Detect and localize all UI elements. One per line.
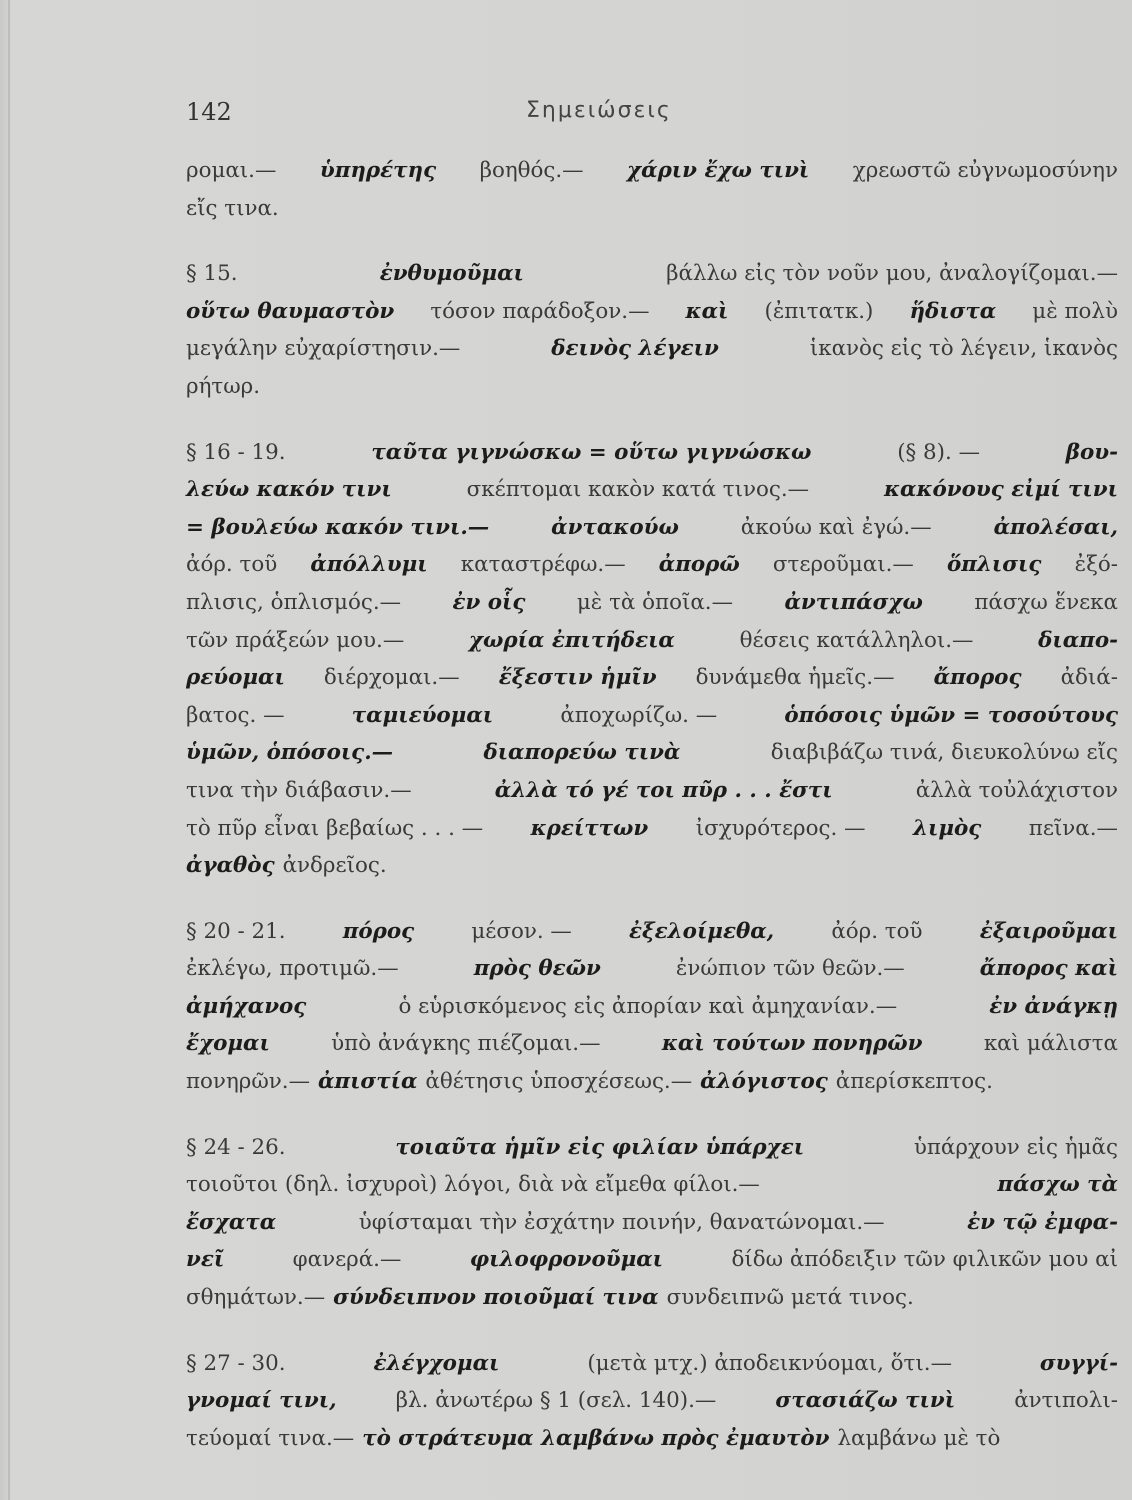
headword: ταμιεύομαι — [351, 702, 494, 728]
gloss-text: § 20 - 21. — [186, 918, 286, 944]
gloss-text: ἀντιπολι- — [1014, 1388, 1118, 1414]
headword: ἐν ἀνάγκῃ — [989, 993, 1118, 1019]
gloss-text: καταστρέφω.— — [460, 552, 626, 578]
headword: οὕτω θαυμαστὸν — [186, 298, 395, 324]
gloss-text: πάσχω ἕνεκα — [974, 589, 1118, 615]
text-line — [186, 509, 1118, 547]
gloss-text: βάλλω εἰς τὸν νοῦν μου, ἀναλογίζομαι.— — [666, 261, 1118, 287]
gloss-text: φανερά.— — [292, 1247, 402, 1273]
gloss-text: ὑφίσταμαι τὴν ἐσχάτην ποινήν, θανατώνομαι.— — [358, 1209, 885, 1235]
gloss-text: πονηρῶν.— — [186, 1069, 310, 1095]
headword: κακόνους εἰμί τινι — [884, 477, 1118, 503]
headword: χωρία ἐπιτήδεια — [468, 627, 675, 653]
headword: πόρος — [342, 918, 415, 944]
gloss-text: ἀκούω καὶ ἐγώ.— — [740, 514, 932, 540]
headword: στασιάζω τινὶ — [775, 1388, 956, 1414]
gloss-text: τινα τὴν διάβασιν.— — [186, 777, 412, 803]
gloss-text: § 27 - 30. — [186, 1350, 286, 1376]
headword: βου- — [1065, 439, 1118, 465]
gloss-text: μέσον. — — [471, 918, 572, 944]
headword: ταῦτα γιγνώσκω = οὕτω γιγνώσκω — [371, 439, 812, 465]
gloss-text: ἐξό- — [1074, 552, 1118, 578]
page-number: 142 — [186, 98, 232, 126]
gloss-text: τεύομαί τινα.— — [186, 1425, 355, 1451]
text-line — [186, 772, 1118, 810]
gloss-text: σκέπτομαι κακὸν κατά τινος.— — [466, 477, 810, 503]
gloss-text: στεροῦμαι.— — [772, 552, 914, 578]
headword: ἀλλὰ τό γέ τοι πῦρ . . . ἔστι — [494, 777, 833, 803]
text-line — [186, 471, 1118, 509]
gloss-text: § 16 - 19. — [186, 439, 286, 465]
text-line — [186, 1420, 1118, 1458]
gloss-text: ἰσχυρότερος. — — [695, 815, 866, 841]
gloss-text: ἀδιά- — [1060, 665, 1118, 691]
headword: ἔξεστιν ἡμῖν — [498, 665, 657, 691]
text-line — [186, 368, 1118, 406]
gloss-text: τοιοῦτοι (δηλ. ἰσχυροὶ) λόγοι, διὰ νὰ εἴμεθα φίλοι.— — [186, 1172, 760, 1198]
text-line — [186, 1382, 1118, 1420]
headword: ὑμῶν, ὁπόσοις.— — [186, 740, 394, 766]
page-header — [186, 98, 1116, 132]
gloss-text: ἐκλέγω, προτιμῶ.— — [186, 956, 399, 982]
gloss-text: ἀπερίσκεπτος. — [835, 1069, 993, 1095]
gloss-text: καὶ μάλιστα — [983, 1031, 1118, 1057]
headword: διαπορεύω τινὰ — [483, 740, 681, 766]
headword: δεινὸς λέγειν — [551, 336, 719, 362]
text-line — [186, 697, 1118, 735]
headword: ὅπλισις — [947, 552, 1042, 578]
headword: ἀμήχανος — [186, 993, 307, 1019]
text-line — [186, 434, 1118, 472]
gloss-text: σθημάτων.— — [186, 1285, 326, 1311]
headword: ἐνθυμοῦμαι — [379, 261, 524, 287]
text-line — [186, 584, 1118, 622]
paragraph — [186, 913, 1118, 1101]
text-line — [186, 1025, 1118, 1063]
gloss-text: ἀόρ. τοῦ — [186, 552, 278, 578]
text-line — [186, 734, 1118, 772]
headword: νεῖ — [186, 1247, 225, 1273]
headword: ἐξαιροῦμαι — [979, 918, 1118, 944]
headword: ἀντιπάσχω — [784, 589, 923, 615]
text-line — [186, 659, 1118, 697]
headword: σύνδειπνον ποιοῦμαί τινα — [333, 1285, 659, 1311]
headword: ὑπηρέτης — [319, 158, 437, 183]
headword: κρείττων — [530, 815, 649, 841]
gloss-text: μὲ πολὺ — [1032, 298, 1118, 324]
text-line — [186, 950, 1118, 988]
gloss-text: τῶν πράξεών μου.— — [186, 627, 405, 653]
gloss-text: χρεωστῶ εὐγνωμοσύνην — [852, 158, 1118, 183]
page-binding-edge — [8, 0, 10, 1500]
text-line — [186, 1063, 1118, 1101]
page-body — [186, 152, 1118, 1485]
headword: ἀπόλλυμι — [310, 552, 428, 578]
gloss-text: βοηθός.— — [479, 158, 584, 183]
gloss-text: διέρχομαι.— — [323, 665, 460, 691]
running-title: Σημειώσεις — [526, 98, 672, 123]
headword: ἐλέγχομαι — [373, 1350, 500, 1376]
text-line — [186, 1241, 1118, 1279]
text-line — [186, 1345, 1118, 1383]
headword: ἥδιστα — [909, 298, 997, 324]
paragraph — [186, 1129, 1118, 1317]
text-line — [186, 988, 1118, 1026]
gloss-text: εἴς τινα. — [186, 195, 279, 221]
headword: ἔσχατα — [186, 1209, 277, 1235]
headword: ἄπορος καὶ — [979, 956, 1118, 982]
headword: λεύω κακόν τινι — [186, 477, 392, 503]
gloss-text: ἀποχωρίζω. — — [560, 702, 718, 728]
paragraph — [186, 152, 1118, 227]
gloss-text: θέσεις κατάλληλοι.— — [739, 627, 974, 653]
headword: ἀλόγιστος — [700, 1069, 828, 1095]
gloss-text: δυνάμεθα ἡμεῖς.— — [695, 665, 895, 691]
text-line — [186, 622, 1118, 660]
gloss-text: πλισις, ὁπλισμός.— — [186, 589, 402, 615]
gloss-text: (§ 8). — — [897, 439, 980, 465]
gloss-text: ὑπάρχουν εἰς ἡμᾶς — [913, 1134, 1118, 1160]
gloss-text: ὁ εὑρισκόμενος εἰς ἀπορίαν καὶ ἀμηχανίαν.— — [398, 993, 898, 1019]
gloss-text: ἀόρ. τοῦ — [831, 918, 923, 944]
text-line — [186, 546, 1118, 584]
paragraph — [186, 255, 1118, 405]
text-line — [186, 847, 1118, 885]
gloss-text: ρήτωρ. — [186, 373, 261, 399]
headword: ἀγαθὸς — [186, 853, 275, 879]
paragraph — [186, 434, 1118, 885]
gloss-text: § 24 - 26. — [186, 1134, 286, 1160]
gloss-text: (μετὰ μτχ.) ἀποδεικνύομαι, ὅτι.— — [587, 1350, 952, 1376]
text-line — [186, 810, 1118, 848]
gloss-text: μεγάλην εὐχαρίστησιν.— — [186, 336, 461, 362]
headword: ἀπολέσαι, — [993, 514, 1118, 540]
gloss-text: τόσον παράδοξον.— — [430, 298, 650, 324]
text-line — [186, 1166, 1118, 1204]
gloss-text: ἀλλὰ τοὐλάχιστον — [915, 777, 1118, 803]
headword: διαπο- — [1038, 627, 1118, 653]
gloss-text: ἀθέτησις ὑποσχέσεως.— — [425, 1069, 693, 1095]
text-line — [186, 330, 1118, 368]
headword: ὁπόσοις ὑμῶν = τοσούτους — [784, 702, 1118, 728]
gloss-text: τὸ πῦρ εἶναι βεβαίως . . . — — [186, 815, 484, 841]
headword: ρεύομαι — [186, 665, 285, 691]
gloss-text: § 15. — [186, 261, 238, 287]
text-line — [186, 293, 1118, 331]
headword: καὶ τούτων πονηρῶν — [661, 1031, 923, 1057]
text-line — [186, 1279, 1118, 1317]
text-line — [186, 1129, 1118, 1167]
paragraph — [186, 1345, 1118, 1458]
headword: ἀπιστία — [317, 1069, 418, 1095]
headword: γνομαί τινι, — [186, 1388, 337, 1414]
headword: συγγί- — [1039, 1350, 1118, 1376]
gloss-text: πεῖνα.— — [1028, 815, 1118, 841]
headword: τὸ στράτευμα λαμβάνω πρὸς ἐμαυτὸν — [362, 1425, 830, 1451]
headword: ἄπορος — [933, 665, 1022, 691]
headword: ἐξελοίμεθα, — [629, 918, 775, 944]
headword: πάσχω τὰ — [997, 1172, 1118, 1198]
headword: = βουλεύω κακόν τινι.— — [186, 514, 490, 540]
gloss-text: ἀνδρεῖος. — [282, 853, 387, 879]
gloss-text: μὲ τὰ ὁποῖα.— — [576, 589, 733, 615]
text-line — [186, 913, 1118, 951]
headword: λιμὸς — [912, 815, 982, 841]
text-line — [186, 255, 1118, 293]
gloss-text: βλ. ἀνωτέρω § 1 (σελ. 140).— — [395, 1388, 717, 1414]
gloss-text: διαβιβάζω τινά, διευκολύνω εἴς — [770, 740, 1118, 766]
gloss-text: δίδω ἀπόδειξιν τῶν φιλικῶν μου αἰ — [731, 1247, 1118, 1273]
headword: χάριν ἔχω τινὶ — [627, 158, 810, 183]
headword: ἔχομαι — [186, 1031, 270, 1057]
headword: ἐν οἷς — [452, 589, 526, 615]
headword: ἐν τῷ ἐμφα- — [967, 1209, 1118, 1235]
gloss-text: βατος. — — [186, 702, 285, 728]
gloss-text: ἐνώπιον τῶν θεῶν.— — [675, 956, 905, 982]
text-line — [186, 1204, 1118, 1242]
headword: ἀντακούω — [551, 514, 679, 540]
headword: φιλοφρονοῦμαι — [469, 1247, 664, 1273]
gloss-text: (ἐπιτατκ.) — [764, 298, 874, 324]
gloss-text: ἱκανὸς εἰς τὸ λέγειν, ἱκανὸς — [809, 336, 1118, 362]
headword: πρὸς θεῶν — [473, 956, 601, 982]
headword: καὶ — [685, 298, 729, 324]
headword: τοιαῦτα ἡμῖν εἰς φιλίαν ὑπάρχει — [395, 1134, 805, 1160]
gloss-text: συνδειπνῶ μετά τινος. — [666, 1285, 914, 1311]
text-line — [186, 190, 1118, 228]
gloss-text: λαμβάνω μὲ τὸ — [837, 1425, 1001, 1451]
gloss-text: ρομαι.— — [186, 158, 277, 183]
headword: ἀπορῶ — [658, 552, 740, 578]
text-line — [186, 152, 1118, 190]
gloss-text: ὑπὸ ἀνάγκης πιέζομαι.— — [331, 1031, 601, 1057]
